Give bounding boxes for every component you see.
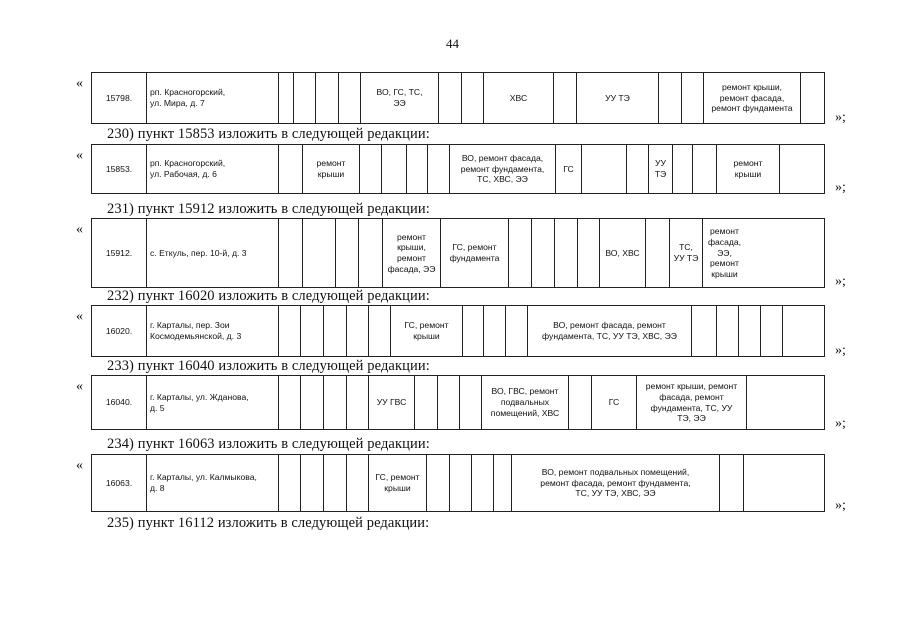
- empty-cell: [531, 219, 554, 287]
- empty-cell: [681, 73, 703, 123]
- work-type-cell: УУ ТЭ: [576, 73, 658, 123]
- table-row: [91, 375, 825, 430]
- table-row: [91, 72, 825, 124]
- table-row: [91, 454, 825, 512]
- address-cell: г. Карталы, ул. Жданова, д. 5: [146, 376, 278, 429]
- empty-cell: [300, 455, 323, 511]
- empty-cell: [335, 219, 358, 287]
- table-row: [91, 144, 825, 194]
- empty-cell: [278, 73, 293, 123]
- empty-cell: [381, 145, 406, 193]
- closing-quote: »;: [835, 343, 846, 358]
- empty-cell: [406, 145, 427, 193]
- empty-cell: [483, 306, 505, 356]
- empty-cell: [293, 73, 315, 123]
- opening-quote: «: [76, 222, 83, 237]
- empty-cell: [300, 376, 323, 429]
- work-type-cell: ремонт крыши: [716, 145, 779, 193]
- empty-cell: [346, 306, 368, 356]
- empty-cell: [554, 219, 577, 287]
- closing-quote: »;: [835, 498, 846, 513]
- page-number: 44: [446, 36, 459, 51]
- work-type-cell: ГС, ремонт крыши: [368, 455, 426, 511]
- work-type-cell: ВО, ГС, ТС, ЭЭ: [360, 73, 438, 123]
- work-type-cell: ВО, ХВС: [599, 219, 645, 287]
- amendment-item: 232) пункт 16020 изложить в следующей редакции:: [107, 288, 430, 304]
- work-type-cell: ГС, ремонт крыши: [390, 306, 462, 356]
- empty-cell: [346, 376, 368, 429]
- work-type-cell: ВО, ремонт фасада, ремонт фундамента, ТС, УУ ТЭ, ХВС, ЭЭ: [527, 306, 691, 356]
- empty-cell: [672, 145, 692, 193]
- empty-cell: [358, 219, 382, 287]
- opening-quote: «: [76, 309, 83, 324]
- empty-cell: [278, 306, 300, 356]
- empty-cell: [719, 455, 743, 511]
- amendment-item: 234) пункт 16063 изложить в следующей редакции:: [107, 436, 430, 452]
- empty-cell: [368, 306, 390, 356]
- work-type-cell: ВО, ремонт фасада, ремонт фундамента, ТС, ХВС, ЭЭ: [449, 145, 555, 193]
- work-type-cell: ГС: [555, 145, 581, 193]
- empty-cell: [626, 145, 648, 193]
- empty-cell: [278, 219, 302, 287]
- empty-cell: [692, 145, 716, 193]
- row-number-cell: 15912.: [105, 247, 133, 258]
- empty-cell: [346, 455, 368, 511]
- empty-cell: [338, 73, 360, 123]
- work-type-cell: ТС, УУ ТЭ: [669, 219, 702, 287]
- work-type-cell: ремонт крыши: [302, 145, 359, 193]
- opening-quote: «: [76, 458, 83, 473]
- empty-cell: [278, 376, 300, 429]
- empty-cell: [716, 306, 738, 356]
- amendment-item: 233) пункт 16040 изложить в следующей редакции:: [107, 358, 430, 374]
- empty-cell: [438, 73, 461, 123]
- empty-cell: [508, 219, 531, 287]
- row-number-cell: 15853.: [105, 163, 133, 174]
- work-type-cell: ВО, ГВС, ремонт подвальных помещений, ХВС: [481, 376, 568, 429]
- work-type-cell: ГС: [591, 376, 636, 429]
- empty-cell: [323, 376, 346, 429]
- work-type-cell: ГС, ремонт фундамента: [440, 219, 508, 287]
- empty-cell: [779, 145, 799, 193]
- empty-cell: [359, 145, 381, 193]
- work-type-cell: ремонт фасада, ЭЭ, ремонт крыши: [702, 219, 746, 287]
- empty-cell: [691, 306, 716, 356]
- empty-cell: [568, 376, 591, 429]
- amendment-item: 235) пункт 16112 изложить в следующей редакции:: [107, 515, 430, 531]
- empty-cell: [427, 145, 449, 193]
- empty-cell: [743, 455, 764, 511]
- row-number-cell: 16063.: [105, 477, 133, 488]
- empty-cell: [449, 455, 471, 511]
- empty-cell: [459, 376, 481, 429]
- empty-cell: [426, 455, 449, 511]
- address-cell: рп. Красногорский, ул. Рабочая, д. 6: [146, 145, 278, 193]
- empty-cell: [800, 73, 824, 123]
- empty-cell: [782, 306, 804, 356]
- row-number-cell: 16040.: [105, 397, 133, 408]
- empty-cell: [315, 73, 338, 123]
- empty-cell: [278, 145, 302, 193]
- opening-quote: «: [76, 76, 83, 91]
- empty-cell: [581, 145, 626, 193]
- row-number-cell: 15798.: [105, 92, 133, 103]
- opening-quote: «: [76, 379, 83, 394]
- closing-quote: »;: [835, 416, 846, 431]
- empty-cell: [493, 455, 511, 511]
- work-type-cell: УУ ТЭ: [648, 145, 672, 193]
- empty-cell: [278, 455, 300, 511]
- empty-cell: [302, 219, 335, 287]
- empty-cell: [323, 306, 346, 356]
- closing-quote: »;: [835, 274, 846, 289]
- closing-quote: »;: [835, 180, 846, 195]
- work-type-cell: ремонт крыши, ремонт фасада, ЭЭ: [382, 219, 440, 287]
- address-cell: г. Карталы, ул. Калмыкова, д. 8: [146, 455, 278, 511]
- work-type-cell: УУ ГВС: [368, 376, 414, 429]
- empty-cell: [746, 376, 766, 429]
- empty-cell: [577, 219, 599, 287]
- work-type-cell: ВО, ремонт подвальных помещений, ремонт фасада, ремонт фундамента, ТС, УУ ТЭ, ХВС, ЭЭ: [511, 455, 719, 511]
- table-row: [91, 305, 825, 357]
- empty-cell: [461, 73, 483, 123]
- empty-cell: [300, 306, 323, 356]
- address-cell: рп. Красногорский, ул. Мира, д. 7: [146, 73, 278, 123]
- empty-cell: [645, 219, 669, 287]
- work-type-cell: ремонт крыши, ремонт фасада, ремонт фундамента: [703, 73, 800, 123]
- empty-cell: [760, 306, 782, 356]
- empty-cell: [437, 376, 459, 429]
- amendment-item: 230) пункт 15853 изложить в следующей редакции:: [107, 126, 430, 142]
- empty-cell: [658, 73, 681, 123]
- address-cell: г. Карталы, пер. Зои Космодемьянской, д. 3: [146, 306, 278, 356]
- empty-cell: [738, 306, 760, 356]
- work-type-cell: ремонт крыши, ремонт фасада, ремонт фундамента, ТС, УУ ТЭ, ЭЭ: [636, 376, 746, 429]
- empty-cell: [323, 455, 346, 511]
- empty-cell: [462, 306, 483, 356]
- opening-quote: «: [76, 148, 83, 163]
- amendment-item: 231) пункт 15912 изложить в следующей редакции:: [107, 201, 430, 217]
- row-number-cell: 16020.: [105, 325, 133, 336]
- empty-cell: [414, 376, 437, 429]
- empty-cell: [553, 73, 576, 123]
- address-cell: с. Еткуль, пер. 10-й, д. 3: [146, 219, 278, 287]
- closing-quote: »;: [835, 110, 846, 125]
- empty-cell: [471, 455, 493, 511]
- table-row: [91, 218, 825, 288]
- work-type-cell: ХВС: [483, 73, 553, 123]
- empty-cell: [505, 306, 527, 356]
